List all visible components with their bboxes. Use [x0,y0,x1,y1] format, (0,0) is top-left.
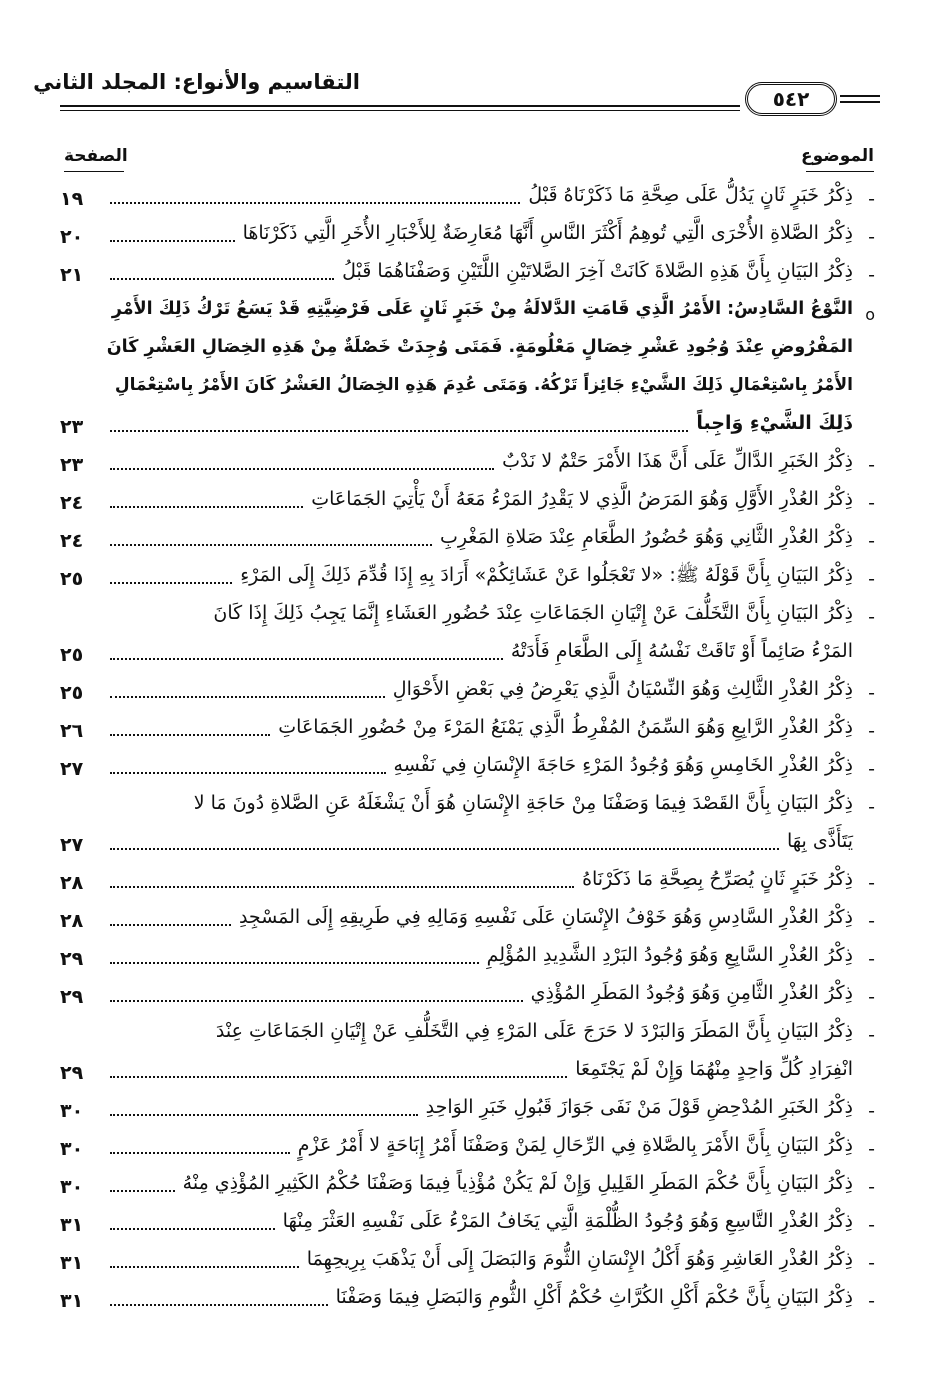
toc-entry-line [60,518,875,556]
toc-entry-line [60,708,875,746]
dot-leader [110,544,432,546]
toc-entry-text: المَرْءُ صَائِماً أَوْ تَاقَتْ نَفْسُهُ إِلَى الطَّعَامِ فَأَدَتْهُ [510,640,853,662]
toc-entry-text: ذِكْرُ العُذْرِ السَّابِعِ وَهُوَ وُجُودُ البَرْدِ الشَّدِيدِ المُؤْلِمِ [486,944,853,966]
dash-marker: - [868,796,875,818]
toc-entry-text: ذِكْرُ خَبَرٍ ثَانٍ يُصَرِّحُ بِصِحَّةِ مَا ذَكَرْنَاهُ [582,868,853,890]
dot-leader [110,202,520,204]
toc-entry-text: ذِكْرُ البَيَانِ بِأَنَّ حُكْمَ المَطَرِ القَلِيلِ وَإِنْ لَمْ يَكُنْ مُؤْذِياً فِيمَا وَصَفْنَا حُكْمُ الكَثِيرِ المُؤْذِي مِنْهُ [182,1172,853,1194]
dash-marker: - [868,1100,875,1122]
toc-page-number: ٢٩ [60,1062,84,1084]
toc-entry [60,746,875,784]
toc-entry-text: ذِكْرُ العُذْرِ التَّاسِعِ وَهُوَ وُجُودُ الظُّلْمَةِ الَّتِي يَخَافُ المَرْءُ عَلَى نَفْسِهِ العَثْرَ مِنْهَا [282,1210,853,1232]
toc-entry-text: ذِكْرُ العُذْرِ الثَّالِثِ وَهُوَ النِّسْيَانُ الَّذِي يَعْرِضُ فِي بَعْضِ الأَحْوَالِ [392,678,853,700]
toc-entry [60,442,875,480]
toc-entry-line [60,290,875,328]
dot-leader [110,924,231,926]
toc-entry-text: ذِكْرُ العُذْرِ العَاشِرِ وَهُوَ أَكْلُ الإِنْسَانِ الثُّومَ وَالبَصَلَ إِلَى أَنْ يَذْهَبَ بِرِيحِهِمَا [306,1248,853,1270]
dot-leader [110,1000,523,1002]
running-header-title: التقاسيم والأنواع: المجلد الثاني [33,70,360,94]
dot-leader [110,278,334,280]
toc-entry-text: ذِكْرُ الخَبَرِ الدَّالِّ عَلَى أَنَّ هَذَا الأَمْرَ حَتْمٌ لا نَدْبٌ [502,450,853,472]
dash-marker: - [868,1138,875,1160]
toc-entry-text: ذِكْرُ العُذْرِ الثَّانِي وَهُوَ حُضُورُ الطَّعَامِ عِنْدَ صَلاةِ المَغْرِبِ [439,526,853,548]
dash-marker: - [868,264,875,286]
dash-marker: - [868,872,875,894]
toc-entry-line [60,594,875,632]
toc-entry-line [60,670,875,708]
toc-page-number: ٢٨ [60,910,84,932]
dash-marker: - [868,910,875,932]
dot-leader [110,1190,175,1192]
toc-page-number: ٢٠ [60,226,84,248]
toc-entry [60,480,875,518]
toc-page-number: ٢٧ [60,758,84,780]
dot-leader [110,506,303,508]
dot-leader [110,582,232,584]
toc-entry [60,860,875,898]
toc-entry-line [60,1050,875,1088]
toc-entry-text: ذِكْرُ العُذْرِ الثَّامِنِ وَهُوَ وُجُودُ المَطَرِ المُؤْذِي [530,982,853,1004]
dot-leader [110,1076,567,1078]
toc-entry-text: ذِكْرُ العُذْرِ الرَّابِعِ وَهُوَ السِّمَنُ المُفْرِطُ الَّذِي يَمْنَعُ المَرْءَ مِنْ حُضُورِ الجَمَاعَاتِ [278,716,853,738]
toc-entry-text: ذِكْرُ العُذْرِ الخَامِسِ وَهُوَ وُجُودُ المَرْءِ حَاجَةَ الإِنْسَانِ فِي نَفْسِهِ [393,754,853,776]
toc-entry-text: انْفِرَادِ كُلِّ وَاحِدٍ مِنْهُمَا وَإِنْ لَمْ يَجْتَمِعَا [575,1058,853,1080]
toc-entry-line [60,480,875,518]
dash-marker: - [868,226,875,248]
toc-entry-text: ذِكْرُ البَيَانِ بِأَنَّ القَصْدَ فِيمَا وَصَفْنَا مِنْ حَاجَةِ الإِنْسَانِ هُوَ أَنْ يَشْغَلَهُ عَنِ الصَّلاةِ دُونَ مَا لا [193,792,853,814]
toc-page-number: ٣١ [60,1252,84,1274]
toc-page-number: ١٩ [60,188,84,210]
toc-entry [60,1240,875,1278]
toc-entry [60,670,875,708]
toc-entry-text: ذِكْرُ البَيَانِ بِأَنَّ الأَمْرَ بِالصَّلاةِ فِي الرِّحَالِ لِمَنْ وَصَفْنَا أَمْرُ إِبَاحَةٍ لا أَمْرُ عَزْمٍ [297,1134,853,1156]
toc-entry-text: النَّوْعُ السَّادِسُ: الأَمْرُ الَّذِي قَامَتِ الدَّلالَةُ مِنْ خَبَرٍ ثَانٍ عَلَى فَرْضِيَّتِهِ قَدْ يَسَعُ تَرْكُ ذَلِكَ الأَمْرِ [111,299,853,319]
toc-entry [60,518,875,556]
toc-entry [60,784,875,860]
dot-leader [110,772,386,774]
dash-marker: - [868,1214,875,1236]
toc-entry-line [60,632,875,670]
dash-marker: - [868,758,875,780]
dash-marker: - [868,492,875,514]
toc-page-number: ٢١ [60,264,84,286]
toc-page-number: ٢٣ [60,416,84,438]
header-rule-right-1 [840,95,880,97]
toc-entry [60,936,875,974]
toc-page-number: ٣١ [60,1214,84,1236]
toc-entry-line [60,1240,875,1278]
toc-entry-line [60,252,875,290]
toc-entry-line [60,1088,875,1126]
toc-entry [60,708,875,746]
header-rule-right-2 [840,101,880,103]
column-heading-page: الصفحة [64,146,128,166]
toc-entry-text: ذِكْرُ الخَبَرِ المُدْحِضِ قَوْلَ مَنْ نَفَى جَوَازَ قَبُولِ خَبَرِ الوَاحِدِ [425,1096,853,1118]
toc-page-number: ٢٦ [60,720,84,742]
toc-entry-line [60,1126,875,1164]
dot-leader [110,734,270,736]
toc-page-number: ٣٠ [60,1138,84,1160]
dot-leader [110,1228,275,1230]
dot-leader [110,696,385,698]
column-heading-topic: الموضوع [801,146,874,166]
toc-entry [60,214,875,252]
dash-marker: - [868,682,875,704]
toc-entry [60,1202,875,1240]
dash-marker: - [868,1176,875,1198]
toc-entry-line [60,1164,875,1202]
toc-entry-line [60,366,875,404]
toc-page-number: ٣٠ [60,1176,84,1198]
toc-page-number: ٢٩ [60,986,84,1008]
dash-marker: - [868,568,875,590]
toc-entry-text: المَفْرُوضِ عِنْدَ وُجُودِ عَشْرِ خِصَالٍ مَعْلُومَةٍ. فَمَتَى وُجِدَتْ خَصْلَةٌ مِنْ هَذِهِ الخِصَالِ العَشْرِ كَانَ [106,337,853,357]
dash-marker: - [868,986,875,1008]
toc-page-number: ٣٠ [60,1100,84,1122]
dot-leader [110,1266,299,1268]
toc-entry-line [60,822,875,860]
toc-entry [60,1126,875,1164]
toc-page-number: ٢٤ [60,492,84,514]
dash-marker: - [868,454,875,476]
toc-page-number: ٢٥ [60,682,84,704]
toc-entry-text: الأَمْرُ بِاسْتِعْمَالِ ذَلِكَ الشَّيْءِ جَائِزاً تَرْكُهُ. وَمَتَى عُدِمَ هَذِهِ الخِصَالُ العَشْرُ كَانَ الأَمْرُ بِاسْتِعْمَالِ [114,375,853,395]
toc-entry-line [60,176,875,214]
toc-entry-text: ذِكْرُ البَيَانِ بِأَنَّ قَوْلَهُ ﷺ: «لا تَعْجَلُوا عَنْ عَشَائِكُمْ» أَرَادَ بِهِ إِذَا قُدِّمَ ذَلِكَ إِلَى المَرْءِ [240,564,853,586]
toc-page-number: ٢٣ [60,454,84,476]
dot-leader [110,1114,418,1116]
toc-entry [60,1278,875,1316]
toc-entry [60,290,875,442]
toc-entry-line [60,1012,875,1050]
dot-leader [110,468,494,470]
toc-entry [60,898,875,936]
dot-leader [110,430,688,432]
toc-entry-line [60,898,875,936]
header-rule-top [60,105,740,107]
toc-entry-line [60,214,875,252]
dot-leader [110,658,503,660]
toc-entry [60,1012,875,1088]
toc-entry-line [60,936,875,974]
toc-page-number: ٢٥ [60,568,84,590]
dot-leader [110,240,235,242]
dash-marker: - [868,1290,875,1312]
page-number-badge: ٥٤٢ [745,82,837,116]
toc-entry [60,594,875,670]
topic-heading-underline [806,171,874,172]
toc-entry-text: يَتَأَذَّى بِهَا [786,830,853,852]
dot-leader [110,1152,290,1154]
toc-entry-line [60,860,875,898]
toc-entry [60,252,875,290]
toc-entry-text: ذِكْرُ البَيَانِ بِأَنَّ هَذِهِ الصَّلاةَ كَانَتْ آخِرَ الصَّلاتَيْنِ اللَّتَيْنِ وَصَفْنَاهُمَا قَبْلُ [342,260,853,282]
toc-entry-line [60,404,875,442]
toc-entry-text: ذِكْرُ البَيَانِ بِأَنَّ المَطَرَ وَالبَرْدَ لا حَرَجَ عَلَى المَرْءِ فِي التَّخَلُّفِ عَنْ إِتْيَانِ الجَمَاعَاتِ عِنْدَ [215,1020,853,1042]
toc-page-number: ٣١ [60,1290,84,1312]
toc-entry [60,974,875,1012]
dash-marker: - [868,720,875,742]
toc-entry-line [60,1278,875,1316]
toc-entry-line [60,442,875,480]
dot-leader [110,962,479,964]
dash-marker: - [868,606,875,628]
page-heading-underline [64,171,124,172]
toc-entry-line [60,784,875,822]
toc-entry-line [60,974,875,1012]
dot-leader [110,848,779,850]
toc-entry [60,1164,875,1202]
section-marker-icon: o [865,305,875,324]
toc-page-number: ٢٨ [60,872,84,894]
toc-entry [60,176,875,214]
toc-entry-text: ذِكْرُ الصَّلاةِ الأُخْرَى الَّتِي تُوهِمُ أَكْثَرَ النَّاسِ أَنَّهَا مُعَارِضَةٌ لِلأَخْبَارِ الأُخَرِ الَّتِي ذَكَرْنَاهَا [242,222,853,244]
dash-marker: - [868,1252,875,1274]
dot-leader [110,1304,328,1306]
toc-entry-line [60,556,875,594]
dash-marker: - [868,1024,875,1046]
dash-marker: - [868,530,875,552]
toc-entry [60,556,875,594]
toc-entry-line [60,746,875,784]
toc-entry-text: ذِكْرُ البَيَانِ بِأَنَّ حُكْمَ أَكْلِ الكُرَّاثِ حُكْمُ أَكْلِ الثُّومِ وَالبَصَلِ فِيمَا وَصَفْنَا [335,1286,853,1308]
toc-entry [60,1088,875,1126]
toc-entry-text: ذِكْرُ البَيَانِ بِأَنَّ التَّخَلُّفَ عَنْ إِتْيَانِ الجَمَاعَاتِ عِنْدَ حُضُورِ العَشَاءِ إِنَّمَا يَجِبُ ذَلِكَ إِذَا كَانَ [213,602,853,624]
toc-entry-text: ذِكْرُ العُذْرِ الأَوَّلِ وَهُوَ المَرَضُ الَّذِي لا يَقْدِرُ المَرْءُ مَعَهُ أَنْ يَأْتِيَ الجَمَاعَاتِ [311,488,853,510]
toc-entry-line [60,1202,875,1240]
toc-entry-text: ذَلِكَ الشَّيْءِ وَاجِباً [696,412,853,434]
dot-leader [110,886,574,888]
toc-entry-text: ذِكْرُ خَبَرٍ ثَانٍ يَدُلُّ عَلَى صِحَّةِ مَا ذَكَرْنَاهُ قَبْلُ [528,184,853,206]
toc-page-number: ٢٤ [60,530,84,552]
header-rule-bottom [60,110,740,111]
toc-entry-line [60,328,875,366]
toc-page-number: ٢٩ [60,948,84,970]
dash-marker: - [868,948,875,970]
dash-marker: - [868,188,875,210]
toc-page-number: ٢٧ [60,834,84,856]
toc-entry-text: ذِكْرُ العُذْرِ السَّادِسِ وَهُوَ خَوْفُ الإِنْسَانِ عَلَى نَفْسِهِ وَمَالِهِ فِي طَرِيقِهِ إِلَى المَسْجِدِ [238,906,853,928]
toc-page-number: ٢٥ [60,644,84,666]
